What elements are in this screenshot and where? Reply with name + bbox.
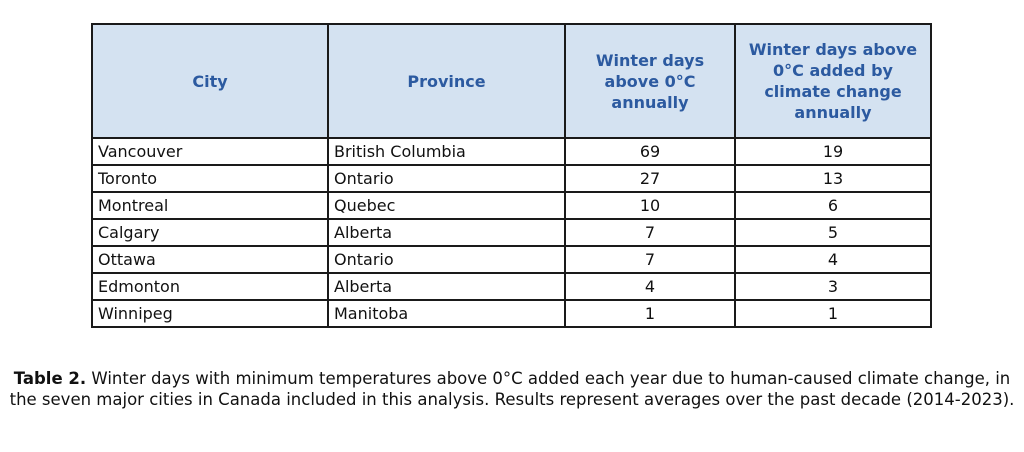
cell-days-above-zero: 1 [565, 300, 735, 327]
data-table [91, 23, 932, 328]
cell-city: Vancouver [92, 138, 328, 165]
cell-province: British Columbia [328, 138, 565, 165]
table-row [92, 192, 931, 219]
cell-province: Manitoba [328, 300, 565, 327]
caption-label: Table 2. [13, 369, 87, 388]
header-row [92, 24, 931, 138]
cell-city: Calgary [92, 219, 328, 246]
cell-days-above-zero: 4 [565, 273, 735, 300]
cell-days-added: 1 [735, 300, 931, 327]
cell-days-above-zero: 7 [565, 219, 735, 246]
cell-days-above-zero: 27 [565, 165, 735, 192]
table-row [92, 165, 931, 192]
cell-days-added: 5 [735, 219, 931, 246]
data-table-container [91, 23, 930, 328]
cell-province: Ontario [328, 246, 565, 273]
cell-city: Ottawa [92, 246, 328, 273]
header-winter-days-above-zero: Winter days above 0°C annually [565, 24, 735, 138]
cell-days-above-zero: 10 [565, 192, 735, 219]
header-province: Province [328, 24, 565, 138]
cell-city: Toronto [92, 165, 328, 192]
header-winter-days-added: Winter days above 0°C added by climate change annually [735, 24, 931, 138]
table-body [92, 138, 931, 327]
table-row [92, 273, 931, 300]
cell-days-above-zero: 69 [565, 138, 735, 165]
cell-province: Alberta [328, 273, 565, 300]
cell-days-added: 4 [735, 246, 931, 273]
cell-province: Quebec [328, 192, 565, 219]
cell-days-above-zero: 7 [565, 246, 735, 273]
cell-days-added: 19 [735, 138, 931, 165]
table-header [92, 24, 931, 138]
table-row [92, 300, 931, 327]
cell-province: Ontario [328, 165, 565, 192]
cell-province: Alberta [328, 219, 565, 246]
cell-days-added: 13 [735, 165, 931, 192]
cell-city: Edmonton [92, 273, 328, 300]
caption-text: Winter days with minimum temperatures above 0°C added each year due to human-caused climate change, in the seven major cities in Canada included in this analysis. Results represent averages over the past decade (2014-2023). [9, 369, 1015, 409]
table-row [92, 138, 931, 165]
table-caption [0, 368, 1024, 410]
cell-days-added: 3 [735, 273, 931, 300]
header-city: City [92, 24, 328, 138]
table-row [92, 246, 931, 273]
cell-days-added: 6 [735, 192, 931, 219]
table-row [92, 219, 931, 246]
cell-city: Montreal [92, 192, 328, 219]
cell-city: Winnipeg [92, 300, 328, 327]
